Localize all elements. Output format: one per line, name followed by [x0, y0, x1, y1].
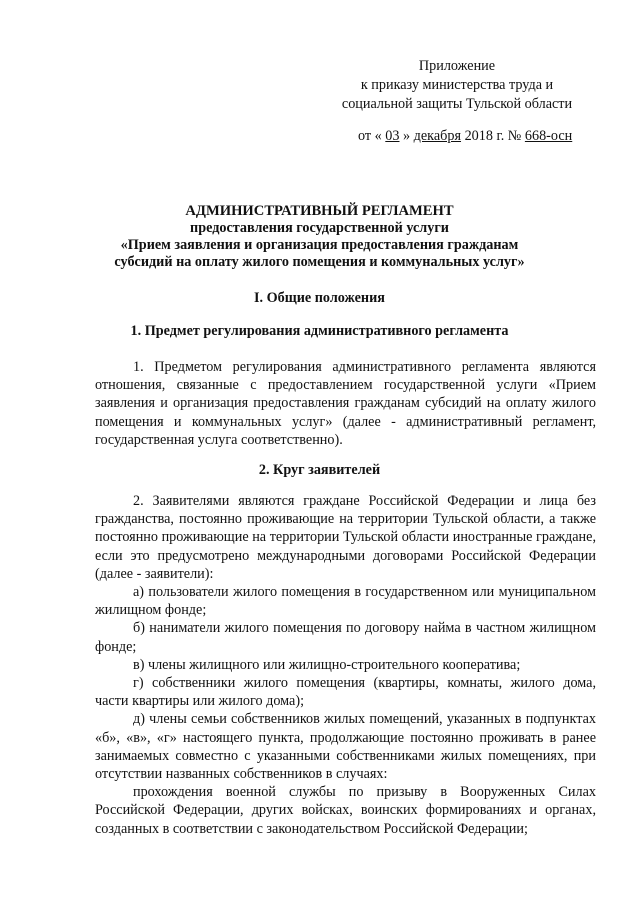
title-line-3: «Прием заявления и организация предоставления гражданам	[120, 237, 519, 253]
title-line-1: АДМИНИСТРАТИВНЫЙ РЕГЛАМЕНТ	[185, 203, 454, 219]
annex-line-2: к приказу министерства труда и	[360, 77, 554, 93]
title-line-2: предоставления государственной услуги	[190, 220, 449, 236]
list-item: в) члены жилищного или жилищно-строительного кооператива;	[133, 656, 521, 673]
order-reference	[358, 127, 572, 146]
order-month: декабря	[413, 128, 462, 144]
subsection-2-body	[95, 492, 596, 838]
list-item: б) наниматели жилого помещения по договору найма в частном жилищном фонде;	[95, 620, 596, 655]
list-item: г) собственники жилого помещения (квартиры, комнаты, жилого дома, части квартиры или жилого дома);	[95, 675, 596, 710]
annex-line-1: Приложение	[418, 58, 496, 74]
list-item: а) пользователи жилого помещения в государственном или муниципальном жилищном фонде;	[95, 584, 596, 619]
paragraph: 2. Заявителями являются граждане Российской Федерации и лица без гражданства, постоянно проживающие на территории Тульской области, а также постоянно проживающие на территории Тульской области иностранные граждане, если это предусмотрено международными договорами Российской Федерации (далее - заявители):	[95, 493, 596, 582]
section-heading: I. Общие положения	[254, 290, 385, 306]
subsection-heading-1: 1. Предмет регулирования административного регламента	[130, 323, 509, 339]
order-mid1: »	[403, 128, 411, 144]
paragraph: 1. Предметом регулирования административного регламента являются отношения, связанные с предоставлением государственной услуги «Прием заявления и организация предоставления гражданам субсидий на оплату жилого помещения и коммунальных услуг» (далее - административный регламент, государственная услуга соответственно).	[95, 359, 596, 448]
order-number: 668-осн	[524, 128, 573, 144]
order-prefix: от «	[358, 128, 382, 144]
annex-line-3: социальной защиты Тульской области	[341, 96, 573, 112]
subsection-heading-2: 2. Круг заявителей	[258, 462, 381, 478]
document-title	[60, 203, 579, 271]
subsection-1-body	[95, 358, 596, 449]
annex-header	[330, 57, 584, 114]
list-item: д) члены семьи собственников жилых помещений, указанных в подпунктах «б», «в», «г» настоящего пункта, продолжающие постоянно проживать в ранее занимаемых совместно с указанными собственниками жилых помещениях, при отсутствии названных собственников в случаях:	[95, 711, 596, 783]
order-mid2: 2018 г. №	[464, 128, 522, 144]
title-line-4: субсидий на оплату жилого помещения и коммунальных услуг»	[114, 254, 525, 270]
order-day: 03	[385, 128, 400, 144]
paragraph: прохождения военной службы по призыву в Вооруженных Силах Российской Федерации, других войсках, воинских формированиях и органах, созданных в соответствии с законодательством Российской Федерации;	[95, 784, 596, 837]
